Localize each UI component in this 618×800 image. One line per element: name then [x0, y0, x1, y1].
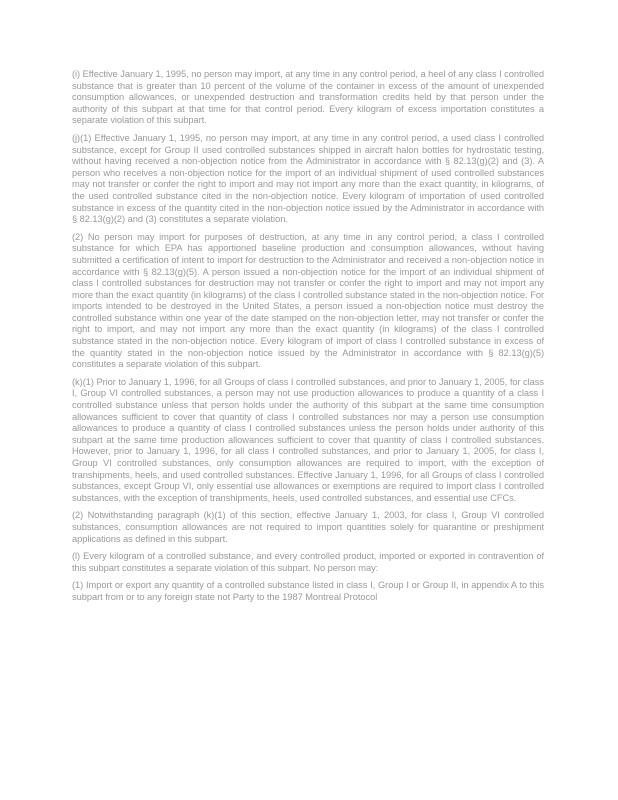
paragraph-l1: (1) Import or export any quantity of a controlled substance listed in class I, Group I or Group II, in appendix A to this subpart from or to any foreign state not Party to the 1987 Montreal Protocol	[72, 580, 544, 602]
paragraph-k2: (2) Notwithstanding paragraph (k)(1) of this section, effective January 1, 2003, for class I, Group VI controlled substances, consumption allowances are not required to import quantities solely for quarantine or preshipment applications as defined in this subpart.	[72, 510, 544, 544]
paragraph-k1: (k)(1) Prior to January 1, 1996, for all Groups of class I controlled substances, and prior to January 1, 2005, for class I, Group VI controlled substances, a person may not use production allowances to produce a quantity of a class I controlled substance unless that person holds under the authority of this subpart at the same time consumption allowances sufficient to cover that quantity of class I controlled substances nor may a person use consumption allowances to produce a quantity of class I controlled substances unless the person holds under authority of this subpart at the same time production allowances sufficient to cover that quantity of class I controlled substances. However, prior to January 1, 1996, for all class I controlled substances, and prior to January 1, 2005, for class I, Group VI controlled substances, only consumption allowances are required to import, with the exception of transhipments, heels, and used controlled substances. Effective January 1, 1996, for all Groups of class I controlled substances, except Group VI, only essential use allowances or exemptions are required to import class I controlled substances, with the exception of transhipments, heels, used controlled substances, and essential use CFCs.	[72, 376, 544, 503]
paragraph-j1: (j)(1) Effective January 1, 1995, no person may import, at any time in any control period, a used class I controlled substance, except for Group II used controlled substances shipped in aircraft halon bottles for hydrostatic testing, without having received a non-objection notice from the Administrator in accordance with § 82.13(g)(2) and (3). A person who receives a non-objection notice for the import of an individual shipment of used controlled substances may not transfer or confer the right to import and may not import any more than the exact quantity, in kilograms, of the used controlled substance cited in the non-objection notice. Every kilogram of importation of used controlled substance in excess of the quantity cited in the non-objection notice issued by the Administrator in accordance with § 82.13(g)(2) and (3) constitutes a separate violation.	[72, 132, 544, 225]
paragraph-j2: (2) No person may import for purposes of destruction, at any time in any control period, a class I controlled substance for which EPA has apportioned baseline production and consumption allowances, without having submitted a certification of intent to import for destruction to the Administrator and received a non-objection notice in accordance with § 82.13(g)(5). A person issued a non-objection notice for the import of an individual shipment of class I controlled substances for destruction may not transfer or confer the right to import and may not import any more than the exact quantity (in kilograms) of the class I controlled substance stated in the non-objection notice. For imports intended to be destroyed in the United States, a person issued a non-objection notice must destroy the controlled substance within one year of the date stamped on the non-objection letter, may not transfer or confer the right to import, and may not import any more than the exact quantity (in kilograms) of the class I controlled substance stated in the non-objection notice. Every kilogram of import of class I controlled substance in excess of the quantity stated in the non-objection notice issued by the Administrator in accordance with § 82.13(g)(5) constitutes a separate violation of this subpart.	[72, 231, 544, 370]
paragraph-l: (l) Every kilogram of a controlled substance, and every controlled product, imported or exported in contravention of this subpart constitutes a separate violation of this subpart. No person may:	[72, 551, 544, 573]
paragraph-i: (i) Effective January 1, 1995, no person may import, at any time in any control period, a heel of any class I controlled substance that is greater than 10 percent of the volume of the container in excess of the amount of unexpended consumption allowances, or unexpended destruction and transformation credits held by that person under the authority of this subpart at that time for that control period. Every kilogram of excess importation constitutes a separate violation of this subpart.	[72, 69, 544, 126]
document-page	[72, 69, 544, 610]
